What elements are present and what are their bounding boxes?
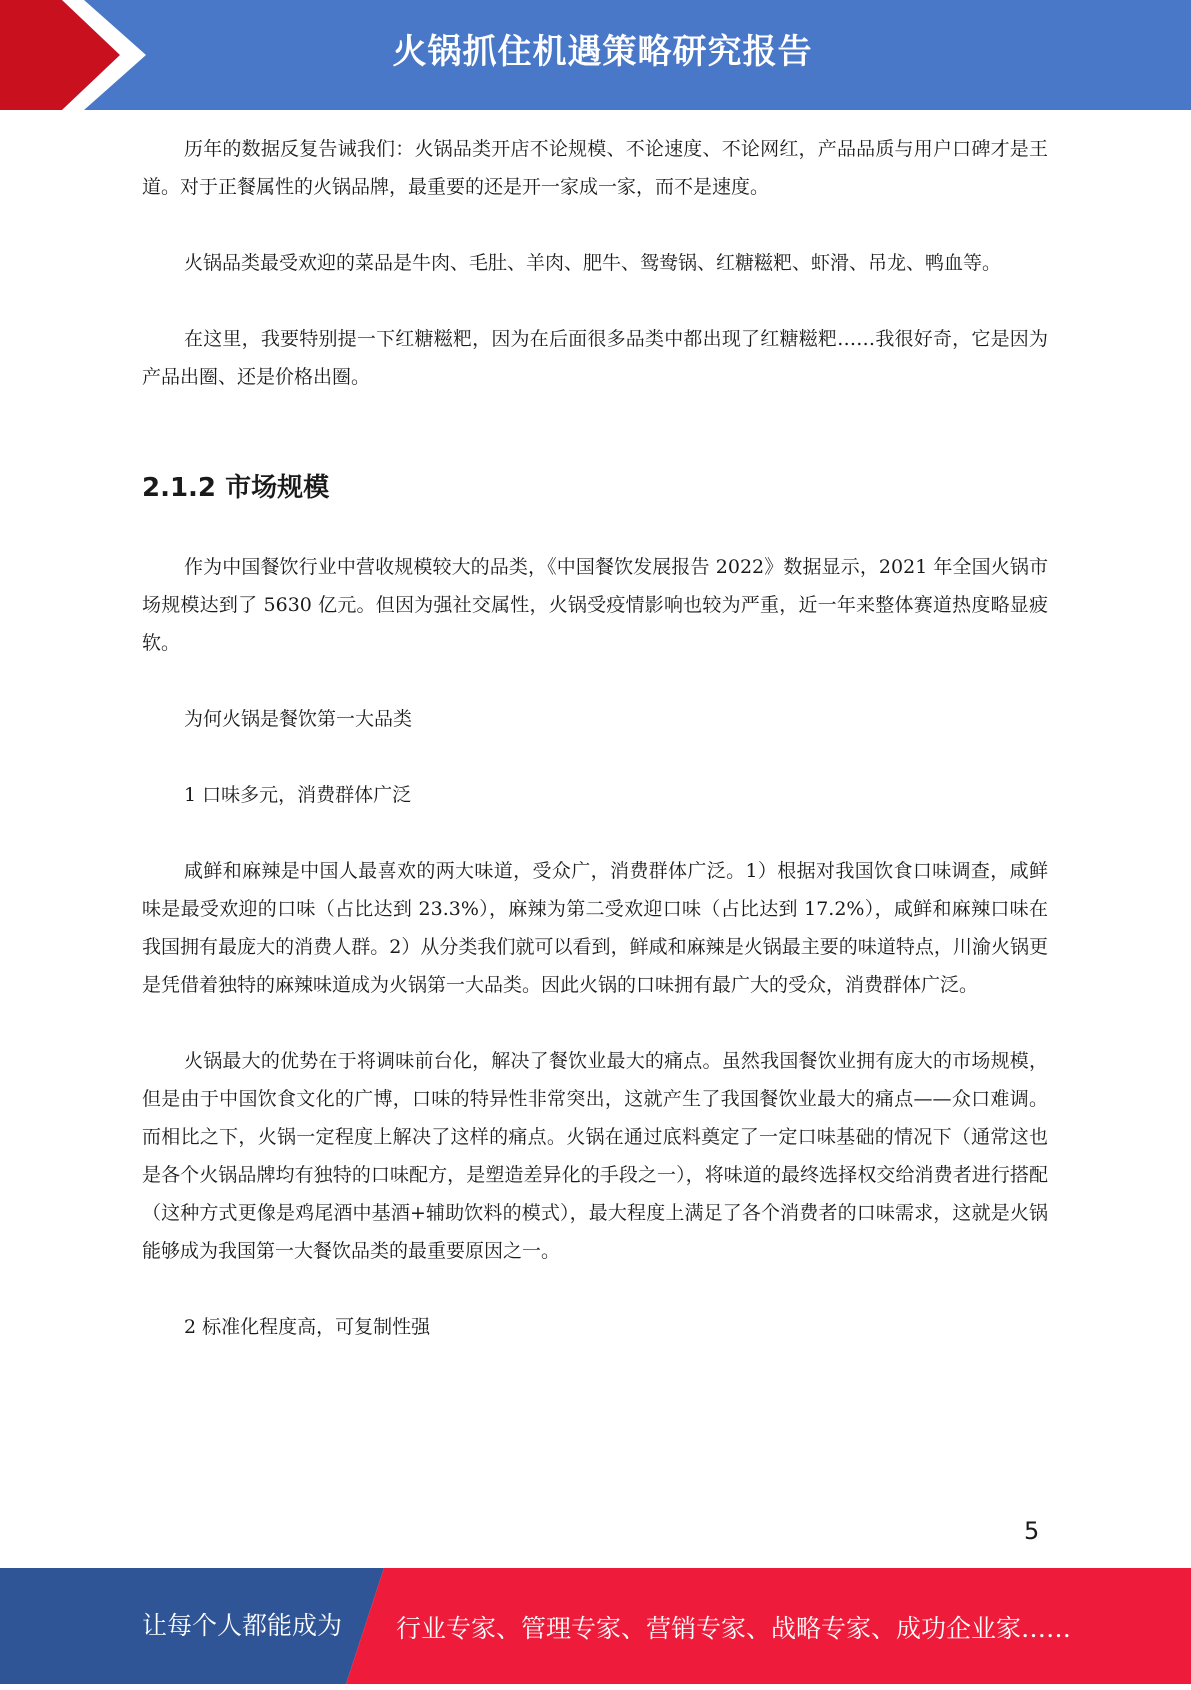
list-point: 2 标准化程度高，可复制性强 [184,1316,431,1338]
subheading-paragraph: 为何火锅是餐饮第一大品类 [184,708,413,730]
page-footer [0,1568,1191,1684]
page-header [0,0,1191,110]
paragraph: 在这里，我要特别提一下红糖糍粑，因为在后面很多品类中都出现了红糖糍粑……我很好奇，它是因为产品出圈、还是价格出圈。 [142,328,1048,388]
footer-slogan-right: 行业专家、管理专家、营销专家、战略专家、成功企业家…… [396,1614,1072,1643]
section-heading: 2.1.2 市场规模 [142,473,330,503]
page-number: 5 [1024,1517,1040,1545]
list-point: 1 口味多元，消费群体广泛 [184,784,412,806]
main-content [142,130,1048,1384]
paragraph: 历年的数据反复告诫我们：火锅品类开店不论规模、不论速度、不论网红，产品品质与用户口碑才是王道。对于正餐属性的火锅品牌，最重要的还是开一家成一家，而不是速度。 [142,138,1048,198]
paragraph: 火锅品类最受欢迎的菜品是牛肉、毛肚、羊肉、肥牛、鸳鸯锅、红糖糍粑、虾滑、吊龙、鸭血等。 [184,252,1002,274]
paragraph: 火锅最大的优势在于将调味前台化，解决了餐饮业最大的痛点。虽然我国餐饮业拥有庞大的市场规模，但是由于中国饮食文化的广博，口味的特异性非常突出，这就产生了我国餐饮业最大的痛点——众口难调。而相比之下，火锅一定程度上解决了这样的痛点。火锅在通过底料奠定了一定口味基础的情况下（通常这也是各个火锅品牌均有独特的口味配方，是塑造差异化的手段之一），将味道的最终选择权交给消费者进行搭配（这种方式更像是鸡尾酒中基酒+辅助饮料的模式），最大程度上满足了各个消费者的口味需求，这就是火锅能够成为我国第一大餐饮品类的最重要原因之一。 [142,1050,1048,1262]
paragraph: 作为中国餐饮行业中营收规模较大的品类，《中国餐饮发展报告 2022》数据显示，2021 年全国火锅市场规模达到了 5630 亿元。但因为强社交属性，火锅受疫情影响也较为严重，近一年来整体赛道热度略显疲软。 [142,556,1048,654]
footer-slogan-left: 让每个人都能成为 [142,1611,343,1640]
paragraph: 咸鲜和麻辣是中国人最喜欢的两大味道，受众广，消费群体广泛。1）根据对我国饮食口味调查，咸鲜味是最受欢迎的口味（占比达到 23.3%），麻辣为第二受欢迎口味（占比达到 17.2%），咸鲜和麻辣口味在我国拥有最庞大的消费人群。2）从分类我们就可以看到，鲜咸和麻辣是火锅最主要的味道特点，川渝火锅更是凭借着独特的麻辣味道成为火锅第一大品类。因此火锅的口味拥有最广大的受众，消费群体广泛。 [142,860,1048,996]
report-title: 火锅抓住机遇策略研究报告 [392,32,813,72]
